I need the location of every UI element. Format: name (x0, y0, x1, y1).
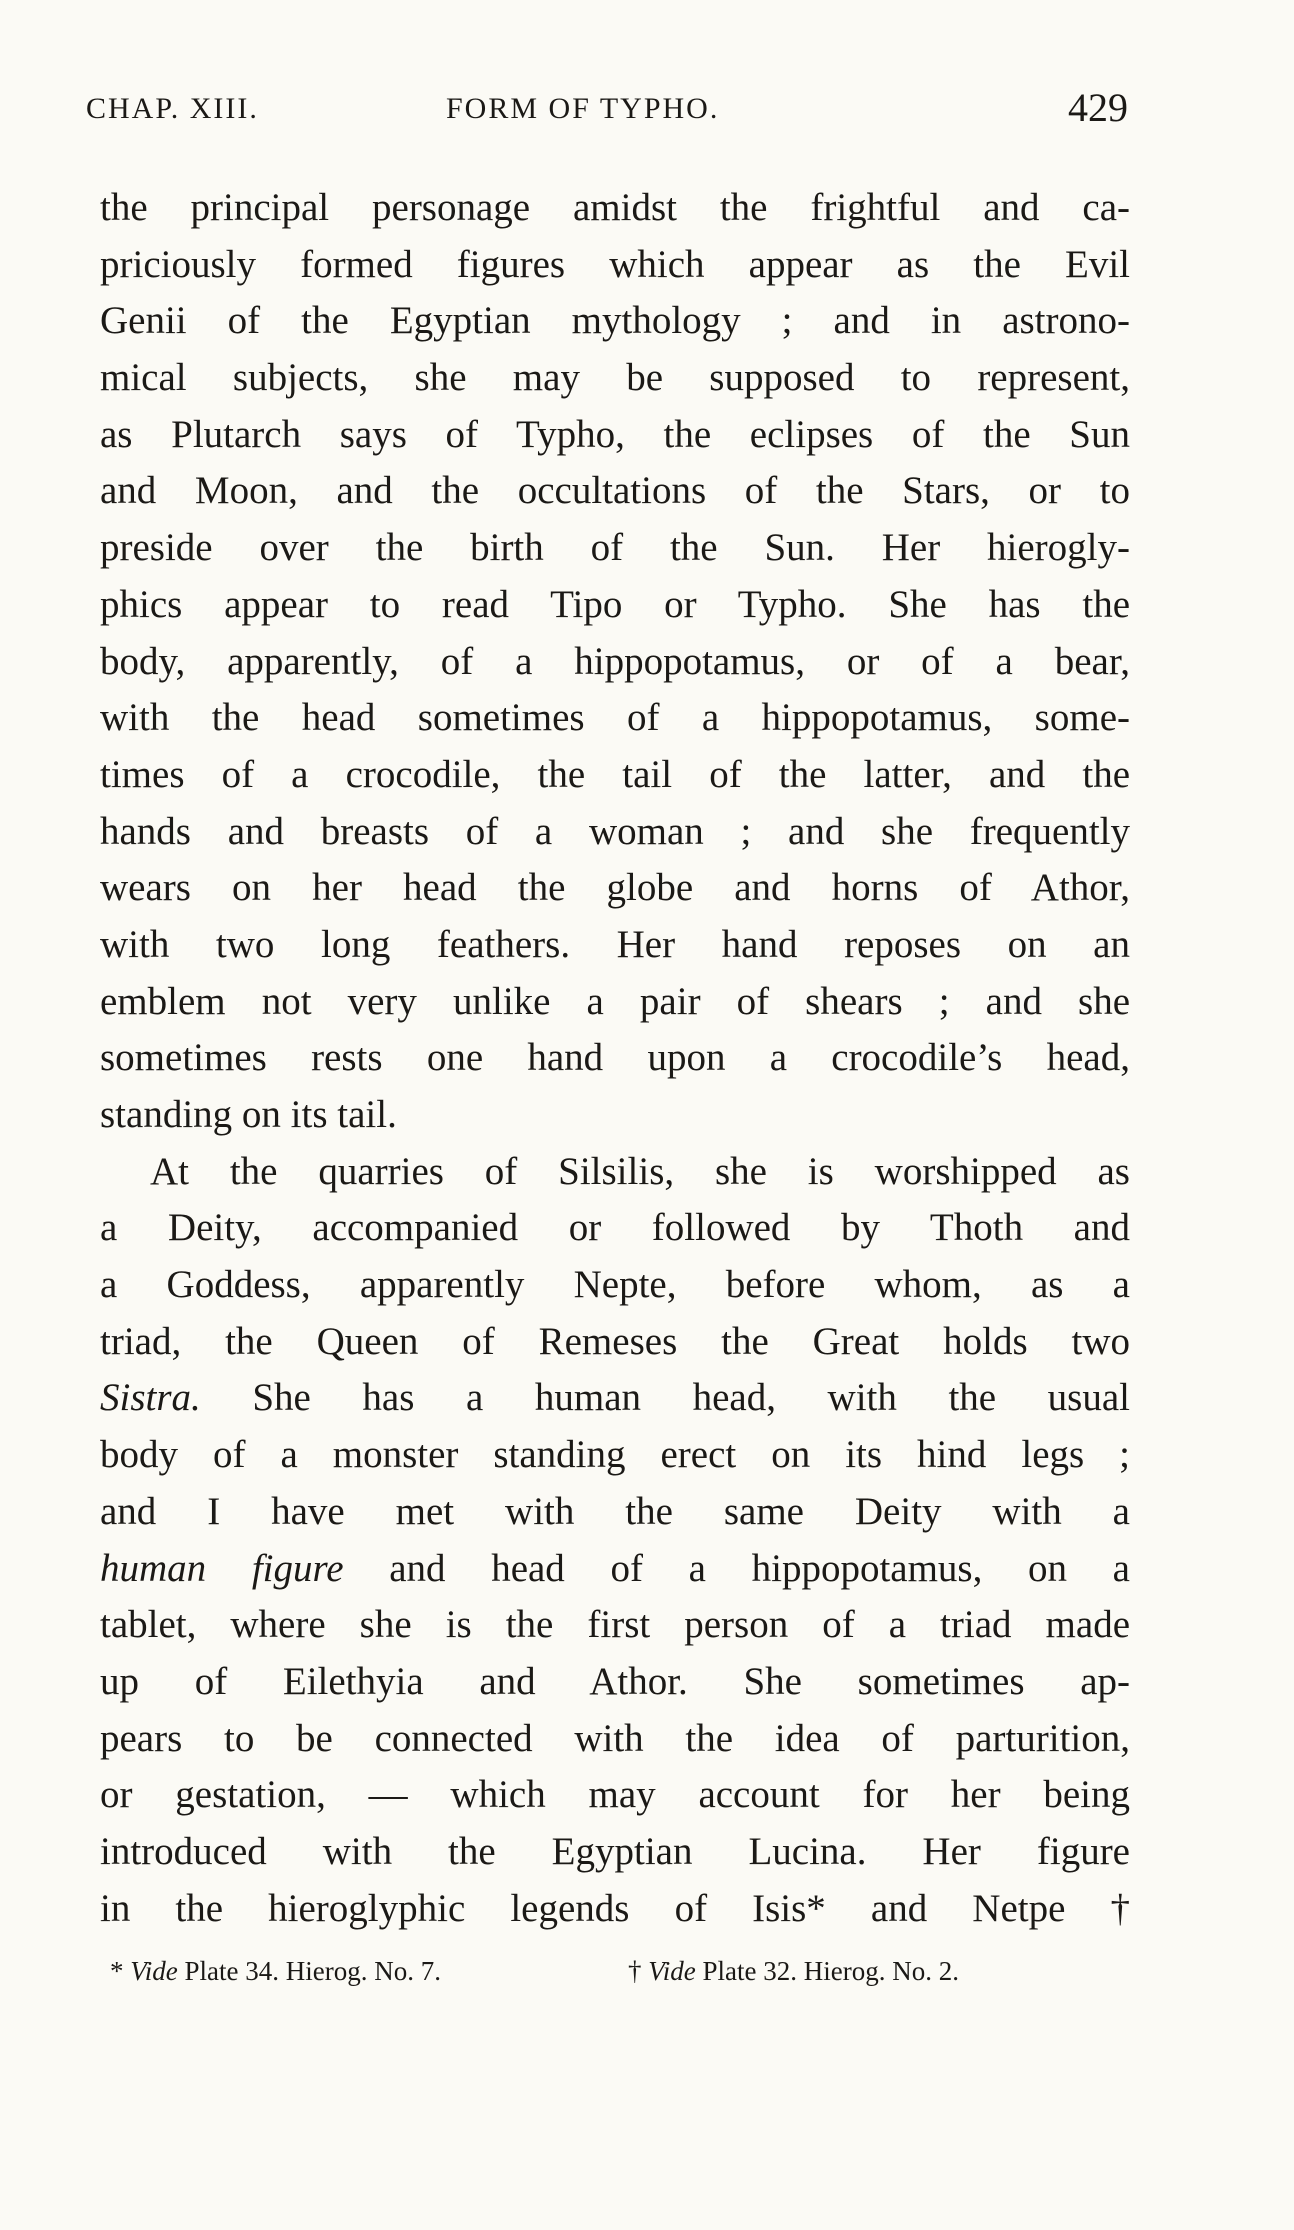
text-line: triad, the Queen of Remeses the Great holds two (100, 1319, 1130, 1363)
footnote-text: Plate 32. Hierog. No. 2. (695, 1956, 959, 1986)
text-line: body, apparently, of a hippopotamus, or of a bear, (100, 639, 1130, 683)
text-line: times of a crocodile, the tail of the latter, and the (100, 752, 1130, 796)
text-line: preside over the birth of the Sun. Her hierogly- (100, 526, 1130, 570)
italic-term-sistra: Sistra. (100, 1376, 201, 1420)
text-line: the principal personage amidst the frightful and ca- (100, 186, 1130, 229)
text-line: mical subjects, she may be supposed to represent, (100, 356, 1130, 400)
text-line: and I have met with the same Deity with a (100, 1489, 1130, 1533)
text-line: with two long feathers. Her hand reposes on an (100, 922, 1130, 966)
text-line: body of a monster standing erect on its hind legs ; (100, 1433, 1130, 1477)
text-line: emblem not very unlike a pair of shears ; and she (100, 979, 1130, 1023)
footnote-vide: Vide (130, 1956, 178, 1986)
text-line: as Plutarch says of Typho, the eclipses of the Sun (100, 412, 1130, 456)
footnote-text: Plate 34. Hierog. No. 7. (177, 1956, 441, 1986)
footnotes (110, 1956, 1130, 1996)
text-line: phics appear to read Tipo or Typho. She has the (100, 582, 1130, 626)
page-title: FORM OF TYPHO. (446, 92, 720, 125)
footnote-vide: Vide (648, 1956, 696, 1986)
text-segment: and head of a hippopotamus, on a (343, 1546, 1130, 1590)
page-number: 429 (1068, 85, 1128, 130)
footnote-marker: * (110, 1956, 124, 1986)
text-segment: She has a human head, with the usual (200, 1376, 1130, 1420)
text-line: or gestation, — which may account for her being (100, 1773, 1130, 1817)
text-line: sometimes rests one hand upon a crocodile’s head, (100, 1036, 1130, 1080)
running-head (86, 84, 1128, 144)
text-line: a Goddess, apparently Nepte, before whom, as a (100, 1263, 1130, 1307)
text-line: pears to be connected with the idea of parturition, (100, 1716, 1130, 1760)
body-text (100, 180, 1130, 1937)
text-line: in the hieroglyphic legends of Isis* and Netpe † (100, 1886, 1130, 1930)
text-line: priciously formed figures which appear as the Evil (100, 242, 1130, 286)
text-line: hands and breasts of a woman ; and she frequently (100, 809, 1130, 853)
text-line (100, 1370, 1130, 1427)
text-line: with the head sometimes of a hippopotamus, some- (100, 696, 1130, 740)
text-line: Genii of the Egyptian mythology ; and in astrono- (100, 299, 1130, 343)
text-line: wears on her head the globe and horns of Athor, (100, 866, 1130, 910)
text-line: introduced with the Egyptian Lucina. Her figure (100, 1829, 1130, 1873)
italic-term-human-figure: human figure (100, 1546, 344, 1590)
text-line: a Deity, accompanied or followed by Thoth and (100, 1206, 1130, 1250)
footnote-marker: † (628, 1956, 642, 1986)
text-line: tablet, where she is the first person of a triad made (100, 1603, 1130, 1647)
paragraph-start-line: At the quarries of Silsilis, she is worshipped as (150, 1149, 1130, 1193)
paragraph-end-line: standing on its tail. (100, 1093, 397, 1136)
text-line: and Moon, and the occultations of the Stars, or to (100, 469, 1130, 513)
chapter-label: CHAP. XIII. (86, 92, 259, 125)
text-line: up of Eilethyia and Athor. She sometimes ap- (100, 1659, 1130, 1703)
text-line (100, 1541, 1130, 1598)
footnote-2 (628, 1956, 959, 1987)
footnote-1 (110, 1956, 441, 1987)
